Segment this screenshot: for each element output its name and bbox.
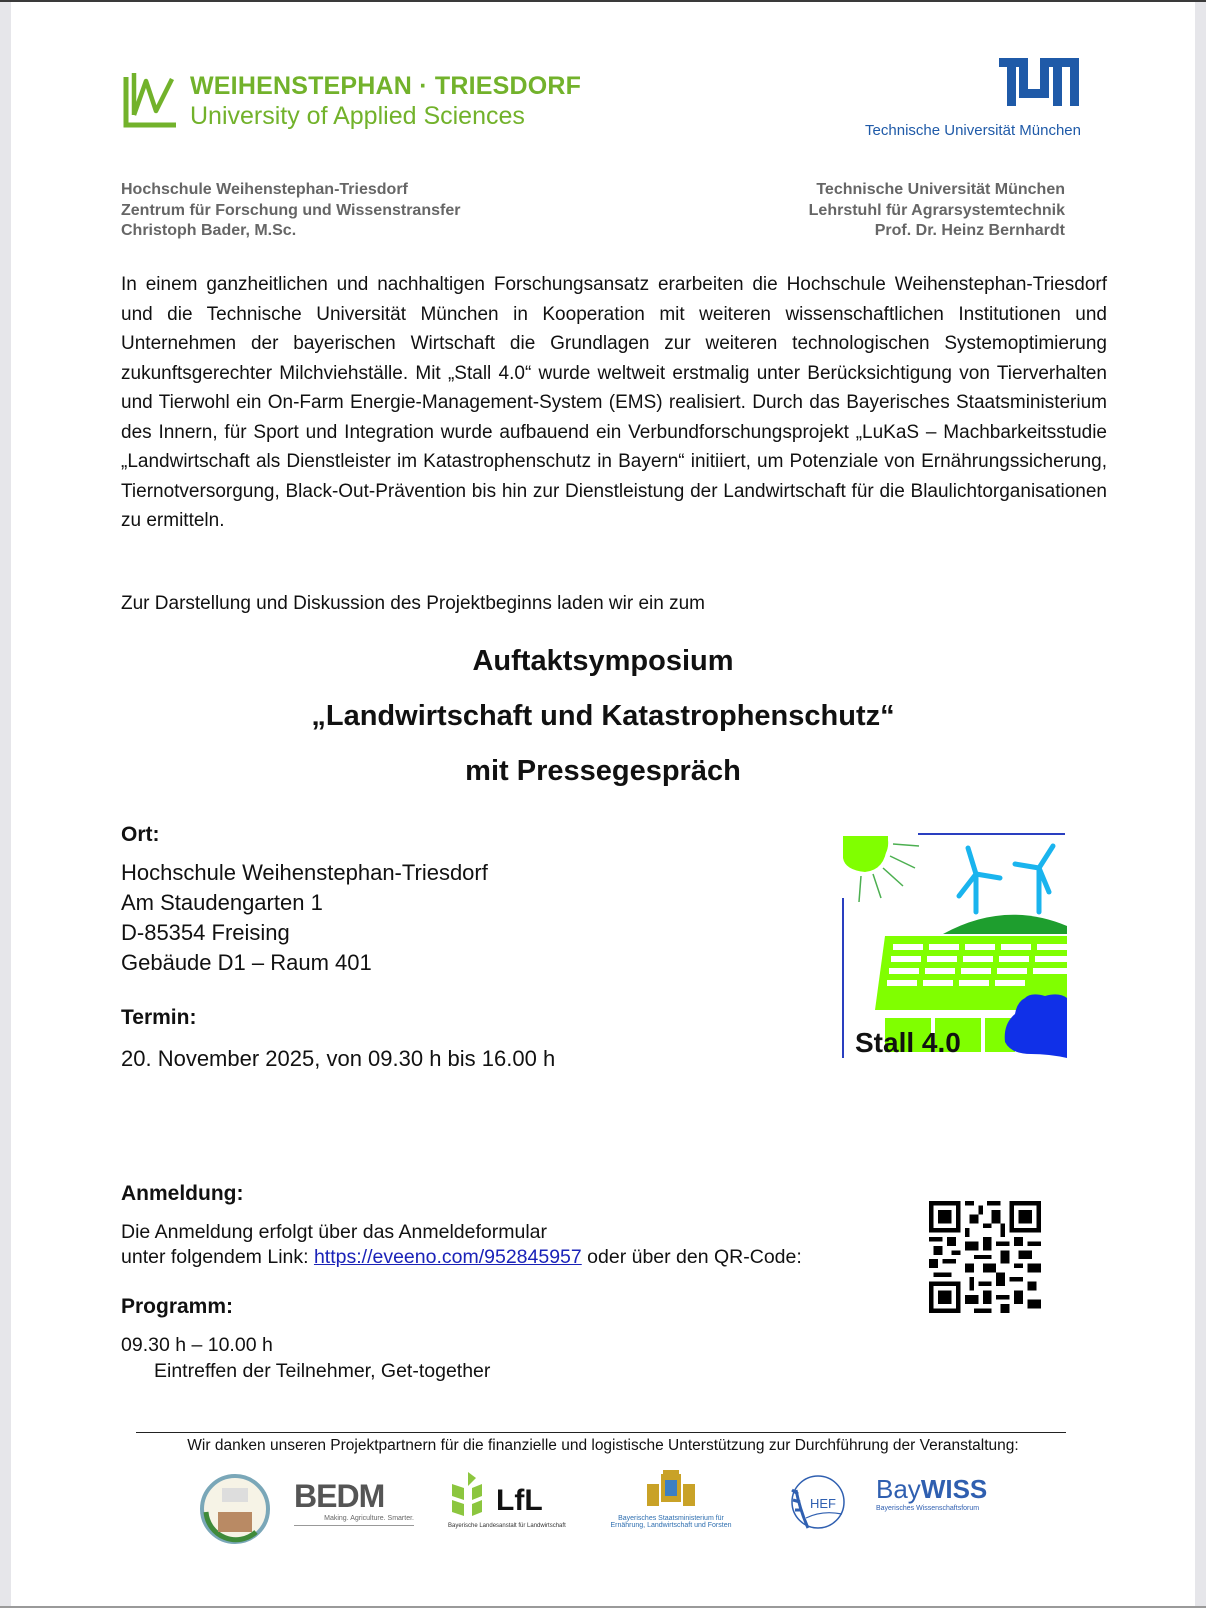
sender-left-line: Zentrum für Forschung und Wissenstransfer: [121, 201, 461, 219]
date-label: Termin:: [121, 1006, 197, 1029]
partner-logo-lfl: LfL Bayerische Landesanstalt für Landwirtschaft: [448, 1470, 578, 1529]
location-label: Ort:: [121, 823, 160, 846]
sender-right: [809, 180, 1065, 242]
partner-logo-bedm: BEDM Making. Agriculture. Smarter.: [294, 1478, 414, 1526]
tum-logo: [841, 58, 1081, 143]
document-page: [11, 2, 1195, 1606]
registration-label: Anmeldung:: [121, 1182, 244, 1205]
sender-left-line: Christoph Bader, M.Sc.: [121, 222, 297, 239]
registration-text: [121, 1220, 802, 1270]
partner-logo-stmelf: Bayerisches Staatsministerium für Ernährung, Landwirtschaft und Forsten: [591, 1470, 751, 1529]
date-value: 20. November 2025, von 09.30 h bis 16.00 h: [121, 1046, 556, 1071]
partner-logo-hef-icon: [784, 1470, 848, 1534]
sender-left: [121, 180, 460, 242]
qr-code-icon: [929, 1201, 1041, 1313]
footer-divider: [136, 1432, 1066, 1433]
hswt-logo: [122, 67, 582, 137]
hswt-subtitle: University of Applied Sciences: [190, 102, 525, 130]
registration-link[interactable]: https://eveeno.com/952845957: [313, 1246, 582, 1268]
address-line: Am Staudengarten 1: [121, 890, 323, 915]
registration-line-1: Die Anmeldung erfolgt über das Anmeldeformular: [121, 1221, 547, 1243]
intro-paragraph: In einem ganzheitlichen und nachhaltigen Forschungsansatz erarbeiten die Hochschule Weihenstephan-Triesdorf und die Technische Universität München in Kooperation mit weiteren wissenschaftlichen Institutionen und Unternehmen der bayerischen Wirtschaft die Grundlagen zur weiteren technologischen Systemoptimierung zukunftsgerechter Milchviehställe. Mit „Stall 4.0“ wurde weltweit erstmalig unter Berücksichtigung von Tierverhalten und Tierwohl ein On-Farm Energie-Management-System (EMS) realisiert. Durch das Bayerisches Staatsministerium des Innern, für Sport und Integration wurde aufbauend ein Verbundforschungsprojekt „LuKaS – Machbarkeitsstudie „Landwirtschaft als Dienstleister im Katastrophenschutz in Bayern“ initiiert, um Potenziale von Ernährungssicherung, Tiernotversorgung, Black-Out-Prävention bis hin zur Dienstleistung der Landwirtschaft für die Blaulichtorganisationen zu ermitteln.: [121, 274, 1107, 531]
program-item-description: Eintreffen der Teilnehmer, Get-together: [154, 1360, 491, 1382]
address-line: Gebäude D1 – Raum 401: [121, 950, 372, 975]
sender-right-line: Prof. Dr. Heinz Bernhardt: [874, 222, 1065, 239]
registration-line-2: unter folgendem Link: https://eveeno.com/952845957 oder über den QR-Code:: [121, 1246, 802, 1268]
registration-qr-code[interactable]: [929, 1201, 1041, 1313]
tum-mark-icon: [999, 58, 1079, 106]
partner-logos: [186, 1470, 1026, 1560]
program-item-time: 09.30 h – 10.00 h: [121, 1334, 273, 1356]
tum-subtitle: Technische Universität München: [865, 122, 1081, 139]
partner-logo-badge-icon: [198, 1472, 272, 1546]
sender-left-line: Hochschule Weihenstephan-Triesdorf: [121, 181, 408, 198]
location-address: [121, 858, 488, 978]
lfl-leaf-icon: [448, 1470, 494, 1518]
partner-logo-baywiss: BayWISS Bayerisches Wissenschaftsforum: [876, 1474, 988, 1512]
address-line: D-85354 Freising: [121, 920, 290, 945]
sender-right-line: Lehrstuhl für Agrarsystemtechnik: [808, 201, 1065, 219]
program-label: Programm:: [121, 1295, 234, 1318]
hswt-w-mark-icon: [122, 71, 180, 129]
event-press-note: mit Pressegespräch: [465, 755, 741, 787]
invite-sentence: Zur Darstellung und Diskussion des Projektbeginns laden wir ein zum: [121, 593, 706, 614]
stall-logo-graphic-icon: [835, 828, 1067, 1058]
svg-text:Stall 4.0: Stall 4.0: [855, 1027, 961, 1058]
hswt-title: WEIHENSTEPHAN · TRIESDORF: [190, 72, 582, 100]
address-line: Hochschule Weihenstephan-Triesdorf: [121, 860, 488, 885]
stall-4-0-logo: [835, 828, 1067, 1058]
footer-thanks: Wir danken unseren Projektpartnern für die finanzielle und logistische Unterstützung zur Durchführung der Veranstaltung:: [187, 1437, 1019, 1454]
sender-right-line: Technische Universität München: [816, 181, 1065, 198]
bavarian-coat-of-arms-icon: [641, 1470, 701, 1510]
event-title: Auftaktsymposium: [472, 645, 734, 677]
event-subtitle: „Landwirtschaft und Katastrophenschutz“: [311, 700, 895, 732]
svg-text:HEF: HEF: [810, 1496, 836, 1511]
